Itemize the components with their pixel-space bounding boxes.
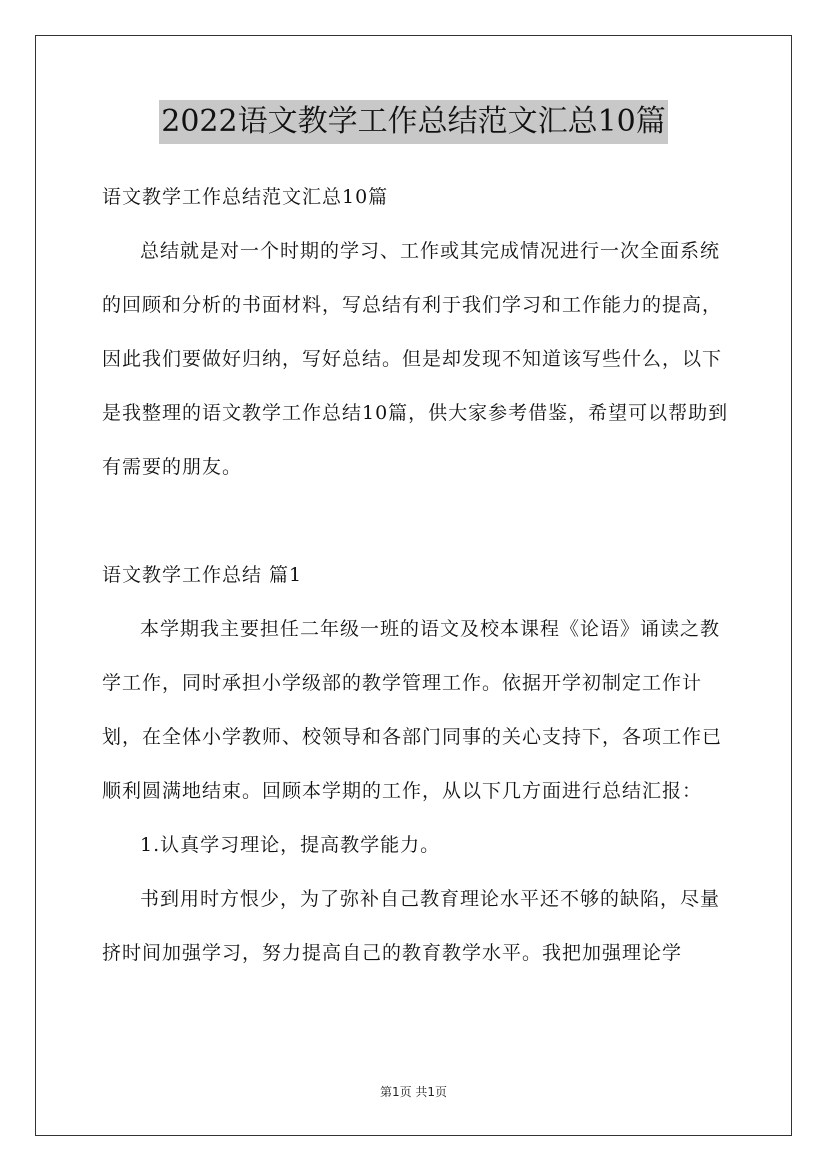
intro-paragraph: 总结就是对一个时期的学习、工作或其完成情况进行一次全面系统的回顾和分析的书面材料，写总结有利于我们学习和工作能力的提高，因此我们要做好归纳，写好总结。但是却发现不知道该写些什么，以下是我整理的语文教学工作总结10篇，供大家参考借鉴，希望可以帮助到有需要的朋友。 bbox=[102, 240, 729, 478]
section-paragraph: 本学期我主要担任二年级一班的语文及校本课程《论语》诵读之教学工作，同时承担小学级部的教学管理工作。依据开学初制定工作计划，在全体小学教师、校领导和各部门同事的关心支持下，各项工作已顺利圆满地结束。回顾本学期的工作，从以下几方面进行总结汇报： bbox=[102, 618, 723, 802]
page-footer: 第1页 共1页 bbox=[379, 1085, 448, 1099]
document-title bbox=[0, 100, 827, 148]
document-subtitle: 语文教学工作总结范文汇总10篇 bbox=[102, 186, 389, 208]
document-title-text: 2022语文教学工作总结范文汇总10篇 bbox=[159, 100, 668, 144]
section-point: 1.认真学习理论，提高教学能力。 bbox=[140, 834, 441, 856]
section-heading: 语文教学工作总结 篇1 bbox=[102, 564, 303, 586]
section-paragraph-continued: 书到用时方恨少，为了弥补自己教育理论水平还不够的缺陷，尽量挤时间加强学习，努力提高自己的教育教学水平。我把加强理论学 bbox=[102, 888, 721, 964]
document-body bbox=[102, 170, 736, 980]
paragraph-gap bbox=[102, 494, 736, 548]
